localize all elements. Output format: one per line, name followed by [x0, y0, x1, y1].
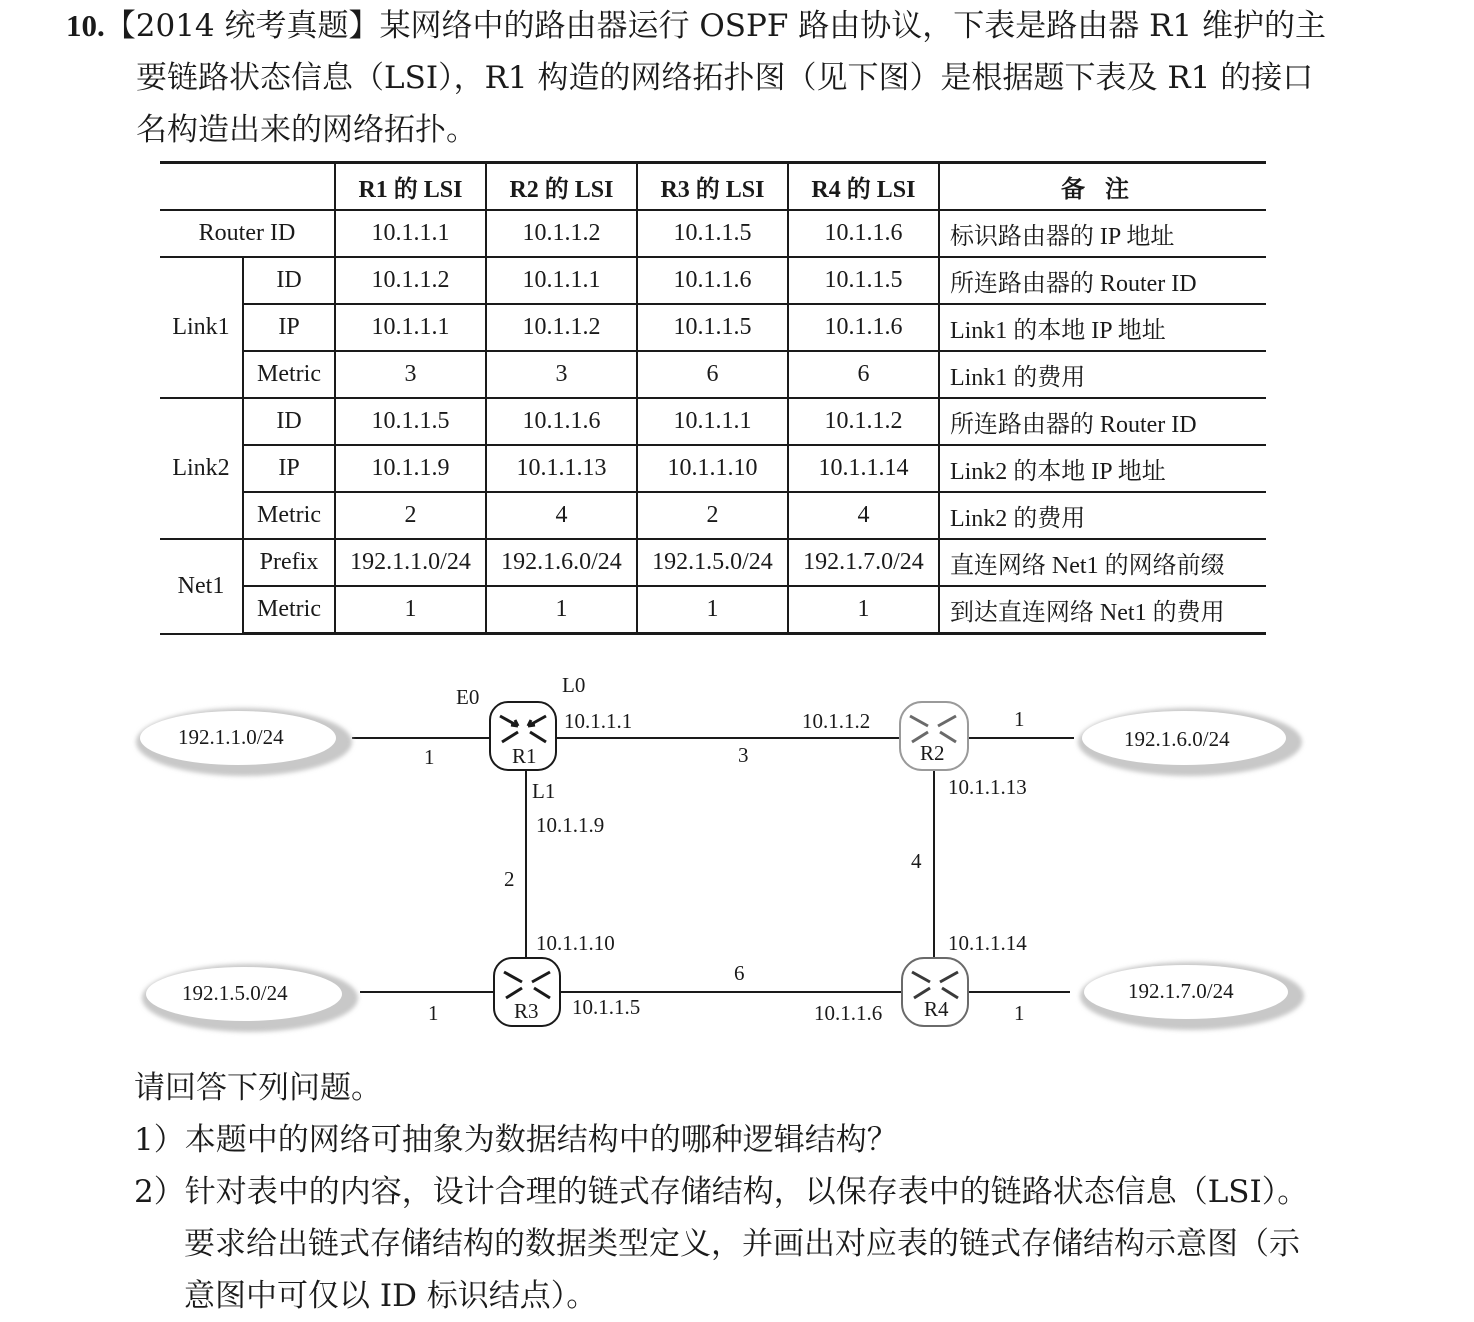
- router-label: R1: [512, 744, 537, 768]
- router-label: R4: [924, 997, 949, 1021]
- row-label: Metric: [243, 351, 335, 398]
- interface-label: L0: [562, 673, 586, 697]
- cell: 10.1.1.5: [788, 257, 939, 304]
- table-row: [160, 445, 1266, 492]
- note-cell: 到达直连网络 Net1 的费用: [939, 586, 1266, 634]
- cost-label: 1: [1014, 707, 1025, 731]
- cell: 10.1.1.1: [486, 257, 637, 304]
- group-label: Net1: [160, 539, 243, 634]
- address-label: 10.1.1.1: [564, 709, 633, 733]
- table-row: [160, 351, 1266, 398]
- network-label: 192.1.5.0/24: [182, 981, 288, 1005]
- cell: 10.1.1.2: [788, 398, 939, 445]
- group-label: Link1: [160, 257, 243, 398]
- intro-line-3: 名构造出来的网络拓扑。: [136, 112, 477, 148]
- cost-label: 6: [734, 961, 745, 985]
- cell: 4: [788, 492, 939, 539]
- cell: 10.1.1.14: [788, 445, 939, 492]
- question-1: 1）本题中的网络可抽象为数据结构中的哪种逻辑结构？: [134, 1122, 898, 1158]
- cell: 10.1.1.13: [486, 445, 637, 492]
- cell: 1: [486, 586, 637, 634]
- cell: 192.1.1.0/24: [335, 539, 486, 586]
- header-note: 备注: [939, 163, 1266, 211]
- lsi-table: [160, 161, 1266, 635]
- network-label: 192.1.7.0/24: [1128, 979, 1234, 1003]
- header-r1: R1 的 LSI: [335, 163, 486, 211]
- address-label: 10.1.1.5: [572, 995, 641, 1019]
- cell: 192.1.7.0/24: [788, 539, 939, 586]
- table-row: [160, 586, 1266, 634]
- address-label: 10.1.1.6: [814, 1001, 883, 1025]
- cell: 10.1.1.1: [335, 304, 486, 351]
- cell: 10.1.1.6: [788, 304, 939, 351]
- table-row: [160, 304, 1266, 351]
- table-row: [160, 398, 1266, 445]
- table-row: [160, 210, 1266, 257]
- table-row: [160, 257, 1266, 304]
- cell: 10.1.1.5: [335, 398, 486, 445]
- cell: 6: [637, 351, 788, 398]
- cell: 10.1.1.2: [335, 257, 486, 304]
- group-label: Link2: [160, 398, 243, 539]
- row-label: IP: [243, 304, 335, 351]
- cost-label: 2: [504, 867, 515, 891]
- address-label: 10.1.1.14: [948, 931, 1027, 955]
- cost-label: 1: [428, 1001, 439, 1025]
- cell: 192.1.6.0/24: [486, 539, 637, 586]
- note-cell: 标识路由器的 IP 地址: [939, 210, 1266, 257]
- cell: 1: [637, 586, 788, 634]
- cell: 10.1.1.2: [486, 210, 637, 257]
- header-blank: [160, 163, 335, 211]
- cell: 192.1.5.0/24: [637, 539, 788, 586]
- table-row: [160, 539, 1266, 586]
- header-r4: R4 的 LSI: [788, 163, 939, 211]
- intro-line-2: 要链路状态信息（LSI），R1 构造的网络拓扑图（见下图）是根据题下表及 R1 的接口: [136, 60, 1314, 96]
- address-label: 10.1.1.2: [802, 709, 871, 733]
- cell: 10.1.1.1: [637, 398, 788, 445]
- row-label: Prefix: [243, 539, 335, 586]
- cell: 2: [335, 492, 486, 539]
- cell: 10.1.1.6: [788, 210, 939, 257]
- questions-block: [134, 1062, 1454, 1322]
- cell: 3: [486, 351, 637, 398]
- note-cell: Link1 的本地 IP 地址: [939, 304, 1266, 351]
- cost-label: 1: [1014, 1001, 1025, 1025]
- question-2: 2）针对表中的内容，设计合理的链式存储结构，以保存表中的链路状态信息（LSI）。: [134, 1174, 1309, 1210]
- row-label: ID: [243, 398, 335, 445]
- cost-label: 3: [738, 743, 749, 767]
- cell: 10.1.1.6: [637, 257, 788, 304]
- cost-label: 1: [424, 745, 435, 769]
- cost-label: 4: [911, 849, 922, 873]
- network-label: 192.1.1.0/24: [178, 725, 284, 749]
- note-cell: 直连网络 Net1 的网络前缀: [939, 539, 1266, 586]
- cell: 10.1.1.5: [637, 210, 788, 257]
- address-label: 10.1.1.13: [948, 775, 1027, 799]
- cell: 6: [788, 351, 939, 398]
- header-r2: R2 的 LSI: [486, 163, 637, 211]
- row-label: Metric: [243, 492, 335, 539]
- interface-label: E0: [456, 685, 480, 709]
- note-cell: Link2 的本地 IP 地址: [939, 445, 1266, 492]
- header-r3: R3 的 LSI: [637, 163, 788, 211]
- table-row: [160, 492, 1266, 539]
- question-2-cont: 要求给出链式存储结构的数据类型定义，并画出对应表的链式存储结构示意图（示: [184, 1226, 1300, 1262]
- question-intro: [66, 0, 1456, 156]
- row-label: Router ID: [160, 210, 335, 257]
- cell: 10.1.1.6: [486, 398, 637, 445]
- interface-label: L1: [532, 779, 556, 803]
- questions-lead: 请回答下列问题。: [134, 1070, 382, 1106]
- cell: 10.1.1.1: [335, 210, 486, 257]
- network-topology-diagram: [0, 660, 1474, 1060]
- cell: 1: [335, 586, 486, 634]
- note-cell: Link1 的费用: [939, 351, 1266, 398]
- cell: 2: [637, 492, 788, 539]
- cell: 10.1.1.10: [637, 445, 788, 492]
- router-label: R3: [514, 999, 539, 1023]
- cell: 10.1.1.5: [637, 304, 788, 351]
- row-label: ID: [243, 257, 335, 304]
- note-cell: 所连路由器的 Router ID: [939, 398, 1266, 445]
- address-label: 10.1.1.9: [536, 813, 605, 837]
- note-cell: 所连路由器的 Router ID: [939, 257, 1266, 304]
- table-header-row: [160, 163, 1266, 211]
- question-number: 10.: [66, 8, 105, 43]
- cell: 10.1.1.2: [486, 304, 637, 351]
- row-label: IP: [243, 445, 335, 492]
- intro-line-1: 【2014 统考真题】某网络中的路由器运行 OSPF 路由协议，下表是路由器 R1 维护的主: [104, 8, 1326, 44]
- cell: 1: [788, 586, 939, 634]
- cell: 10.1.1.9: [335, 445, 486, 492]
- address-label: 10.1.1.10: [536, 931, 615, 955]
- cell: 4: [486, 492, 637, 539]
- note-cell: Link2 的费用: [939, 492, 1266, 539]
- network-label: 192.1.6.0/24: [1124, 727, 1230, 751]
- router-label: R2: [920, 741, 945, 765]
- row-label: Metric: [243, 586, 335, 634]
- cell: 3: [335, 351, 486, 398]
- question-2-cont: 意图中可仅以 ID 标识结点）。: [184, 1278, 598, 1314]
